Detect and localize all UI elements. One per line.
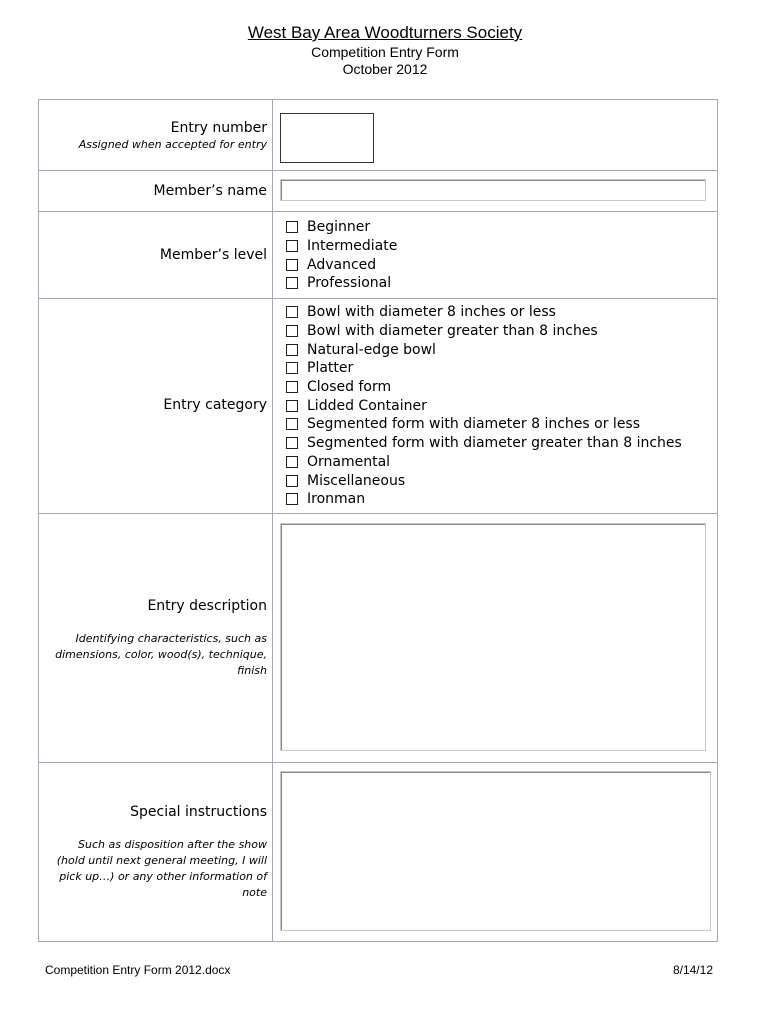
checkbox[interactable]: [286, 381, 298, 393]
entry-category-label: Entry category: [163, 397, 267, 413]
row-special-instructions: [39, 762, 717, 941]
level-option[interactable]: Beginner: [286, 218, 397, 237]
row-entry-number: [39, 100, 717, 171]
special-instructions-label: Special instructions: [130, 804, 267, 820]
form-date: October 2012: [342, 61, 428, 77]
category-option[interactable]: Miscellaneous: [286, 471, 682, 490]
special-instructions-textarea[interactable]: [280, 771, 711, 931]
checkbox[interactable]: [286, 306, 298, 318]
entry-number-hint: Assigned when accepted for entry: [78, 138, 267, 151]
level-option[interactable]: Advanced: [286, 255, 397, 274]
entry-description-hint: Identifying characteristics, such as dimensions, color, wood(s), technique, finish: [55, 632, 267, 677]
entry-number-label: Entry number: [170, 120, 267, 136]
category-option[interactable]: Bowl with diameter 8 inches or less: [286, 303, 682, 322]
checkbox[interactable]: [286, 277, 298, 289]
row-entry-description: [39, 513, 717, 763]
form-subtitle: Competition Entry Form: [311, 44, 459, 60]
checkbox[interactable]: [286, 437, 298, 449]
entry-description-label: Entry description: [147, 598, 267, 614]
row-entry-category: [39, 298, 717, 514]
checkbox[interactable]: [286, 418, 298, 430]
member-name-input[interactable]: [280, 179, 706, 201]
checkbox[interactable]: [286, 456, 298, 468]
category-option[interactable]: Segmented form with diameter 8 inches or less: [286, 415, 682, 434]
checkbox[interactable]: [286, 362, 298, 374]
entry-form-table: [38, 99, 718, 942]
checkbox[interactable]: [286, 493, 298, 505]
level-option[interactable]: Professional: [286, 274, 397, 293]
page-title: West Bay Area Woodturners Society: [247, 23, 523, 42]
special-instructions-hint: Such as disposition after the show (hold until next general meeting, I will pick up…) or any other information of note: [56, 838, 267, 899]
level-option[interactable]: Intermediate: [286, 237, 397, 256]
category-option[interactable]: Lidded Container: [286, 396, 682, 415]
member-name-label: Member’s name: [153, 183, 267, 199]
category-option[interactable]: Ironman: [286, 490, 682, 509]
footer-date: 8/14/12: [672, 963, 713, 977]
entry-category-options: [286, 303, 682, 509]
row-member-level: [39, 211, 717, 299]
category-option[interactable]: Bowl with diameter greater than 8 inches: [286, 322, 682, 341]
row-member-name: [39, 170, 717, 212]
member-level-label: Member’s level: [159, 247, 267, 263]
footer-filename: Competition Entry Form 2012.docx: [45, 963, 231, 977]
entry-number-box: [280, 113, 374, 163]
checkbox[interactable]: [286, 221, 298, 233]
checkbox[interactable]: [286, 400, 298, 412]
checkbox[interactable]: [286, 259, 298, 271]
checkbox[interactable]: [286, 475, 298, 487]
entry-description-textarea[interactable]: [280, 523, 706, 751]
checkbox[interactable]: [286, 240, 298, 252]
member-level-options: [286, 218, 397, 293]
category-option[interactable]: Platter: [286, 359, 682, 378]
checkbox[interactable]: [286, 344, 298, 356]
category-option[interactable]: Segmented form with diameter greater than 8 inches: [286, 434, 682, 453]
category-option[interactable]: Ornamental: [286, 453, 682, 472]
category-option[interactable]: Natural-edge bowl: [286, 340, 682, 359]
category-option[interactable]: Closed form: [286, 378, 682, 397]
form-header: [0, 22, 770, 78]
checkbox[interactable]: [286, 325, 298, 337]
